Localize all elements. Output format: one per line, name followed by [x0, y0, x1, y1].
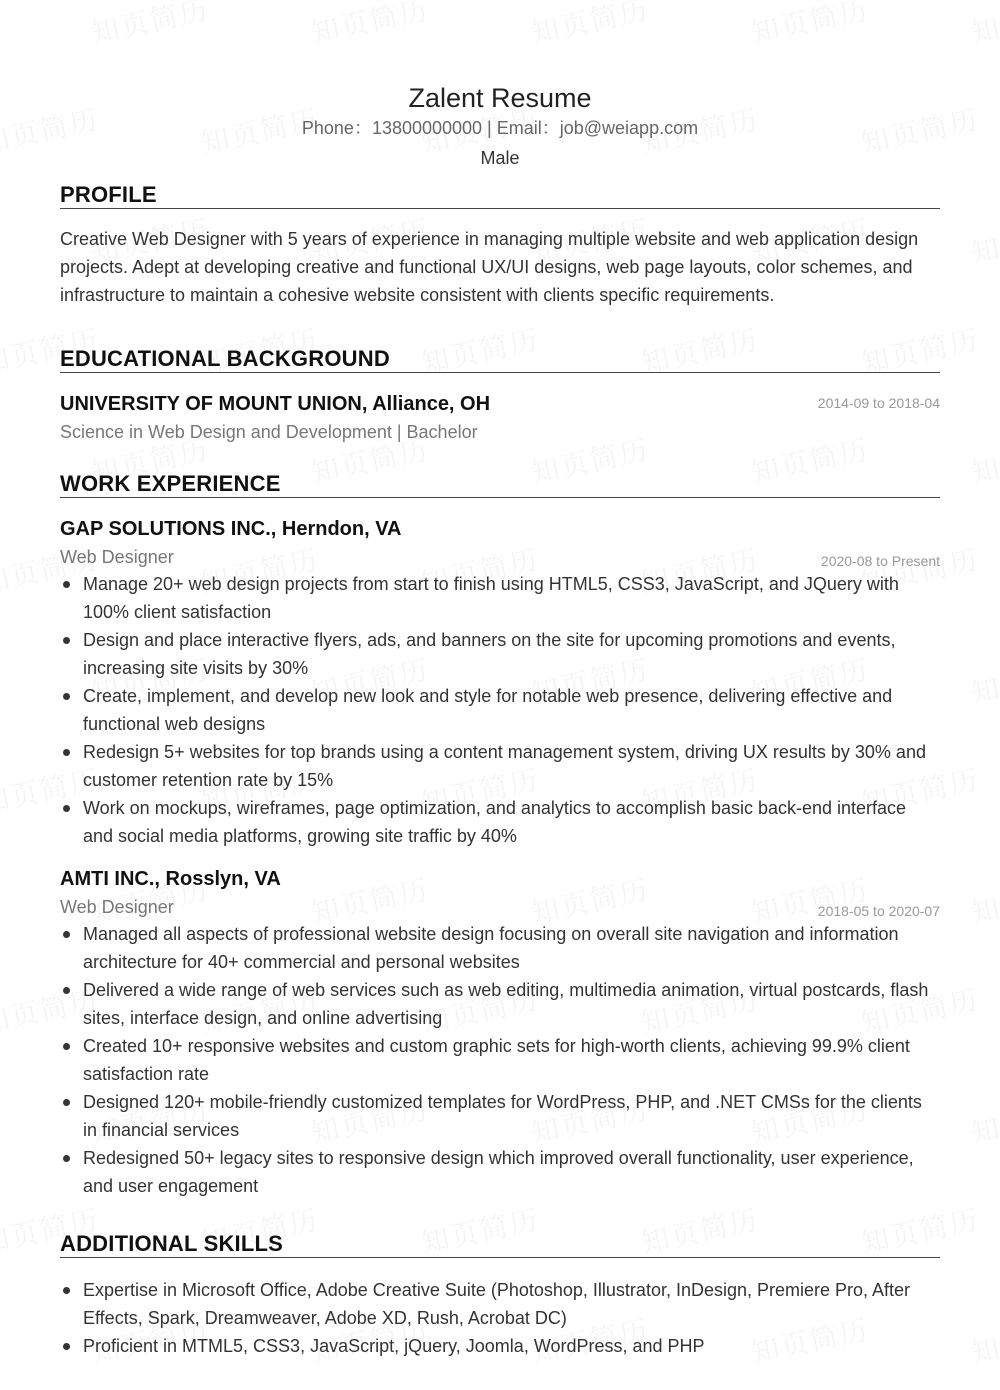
education-section: [60, 344, 940, 445]
watermark-text: [967, 868, 1000, 932]
job-role-row: [60, 544, 940, 570]
job-role: Web Designer: [60, 547, 174, 567]
job-dates: 2018-05 to 2020-07: [817, 903, 940, 919]
skills-section: [60, 1229, 940, 1360]
degree: Science in Web Design and Development | Bachelor: [60, 422, 478, 442]
watermark-text: [967, 0, 1000, 52]
company-name: GAP SOLUTIONS INC., Herndon, VA: [60, 518, 402, 540]
section-title-skills: ADDITIONAL SKILLS: [60, 1229, 940, 1258]
work-section: [60, 469, 940, 1200]
job-entry: [60, 864, 940, 1200]
list-item: Design and place interactive flyers, ads, and banners on the site for upcoming promotions and events, increasing site visits by 30%: [60, 626, 940, 682]
job-bullets: [60, 570, 940, 850]
list-item: Managed all aspects of professional website design focusing on overall site navigation and information architecture for 40+ commercial and personal websites: [60, 920, 940, 976]
list-item: Redesign 5+ websites for top brands using a content management system, driving UX results by 30% and customer retention rate by 15%: [60, 738, 940, 794]
company-name: AMTI INC., Rosslyn, VA: [60, 868, 281, 890]
watermark-text: [87, 0, 213, 52]
candidate-name: Zalent Resume: [408, 83, 592, 113]
job-list: [60, 514, 940, 1200]
list-item: Proficient in MTML5, CSS3, JavaScript, jQuery, Joomla, WordPress, and PHP: [60, 1332, 940, 1360]
watermark-text: [967, 648, 1000, 712]
watermark-text: [967, 1088, 1000, 1152]
watermark-text: [967, 208, 1000, 272]
watermark-text: [967, 428, 1000, 492]
section-title-profile: PROFILE: [60, 180, 940, 209]
job-dates: 2020-08 to Present: [820, 553, 940, 569]
job-head: [60, 864, 940, 894]
list-item: Created 10+ responsive websites and custom graphic sets for high-worth clients, achieving 99.9% client satisfaction rate: [60, 1032, 940, 1088]
job-role: Web Designer: [60, 897, 174, 917]
school-name: UNIVERSITY OF MOUNT UNION, Alliance, OH: [60, 393, 491, 415]
list-item: Delivered a wide range of web services such as web editing, multimedia animation, virtual postcards, flash sites, interface design, and online advertising: [60, 976, 940, 1032]
education-dates: 2014-09 to 2018-04: [817, 395, 940, 411]
watermark-text: [967, 1308, 1000, 1372]
list-item: Create, implement, and develop new look and style for notable web presence, delivering effective and functional web designs: [60, 682, 940, 738]
contact-info: Phone：13800000000 | Email：job@weiapp.com: [301, 118, 699, 138]
profile-section: [60, 180, 940, 309]
list-item: Redesigned 50+ legacy sites to responsive design which improved overall functionality, user experience, and user engagement: [60, 1144, 940, 1200]
profile-text: Creative Web Designer with 5 years of experience in managing multiple website and web application design projects. Adept at developing creative and functional UX/UI designs, web page layouts, color schemes, and infrastructure to maintain a cohesive website consistent with clients specific requirements.: [60, 229, 919, 305]
watermark-text: [527, 0, 653, 52]
job-head: [60, 514, 940, 544]
list-item: Designed 120+ mobile-friendly customized templates for WordPress, PHP, and .NET CMSs for the clients in financial services: [60, 1088, 940, 1144]
job-entry: [60, 514, 940, 850]
job-bullets: [60, 920, 940, 1200]
list-item: Work on mockups, wireframes, page optimization, and analytics to accomplish basic back-end interface and social media platforms, growing site traffic by 40%: [60, 794, 940, 850]
list-item: Manage 20+ web design projects from start to finish using HTML5, CSS3, JavaScript, and JQuery with 100% client satisfaction: [60, 570, 940, 626]
section-title-work: WORK EXPERIENCE: [60, 469, 940, 498]
watermark-text: [307, 0, 433, 52]
list-item: Expertise in Microsoft Office, Adobe Creative Suite (Photoshop, Illustrator, InDesign, Premiere Pro, After Effects, Spark, Dreamweaver, Adobe XD, Rush, Acrobat DC): [60, 1276, 940, 1332]
section-title-education: EDUCATIONAL BACKGROUND: [60, 344, 940, 373]
gender: Male: [480, 148, 520, 168]
watermark-text: [747, 0, 873, 52]
job-role-row: [60, 894, 940, 920]
skills-list: [60, 1276, 940, 1360]
education-entry-head: [60, 389, 940, 419]
